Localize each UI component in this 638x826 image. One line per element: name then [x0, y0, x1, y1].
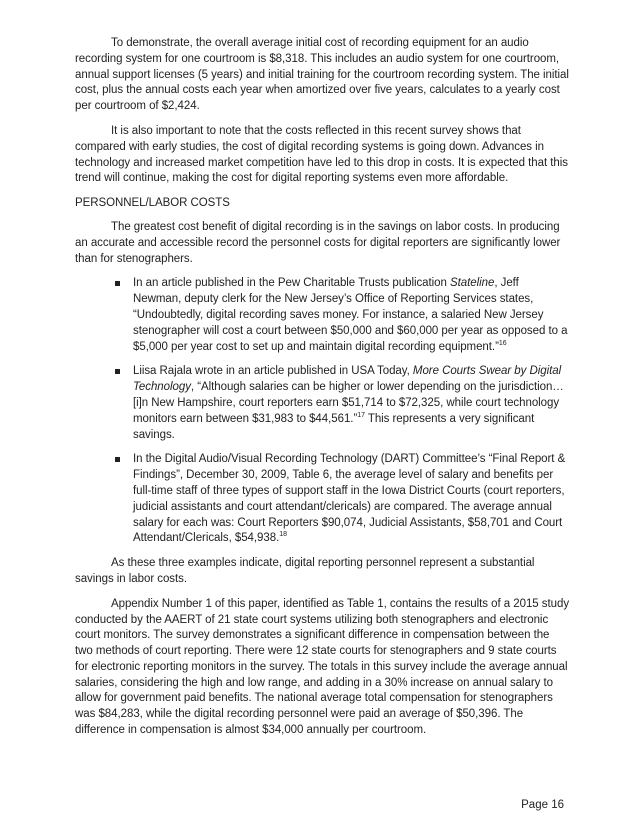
list-item-usa-today-article	[75, 364, 570, 443]
square-bullet-icon	[115, 457, 120, 462]
page-number: Page 16	[521, 799, 564, 811]
bullet-text-post: , “Although salaries can be higher or lower depending on the jurisdiction…[i]n New Hampshire, court reporters earn $51,714 to $72,325, while court technology monitors earn between $31,983 to $44,561.”	[133, 381, 564, 425]
bullet-text-tail: This represents a very significant savings.	[133, 412, 535, 441]
bullet-text-pre: In an article published in the Pew Charitable Trusts publication	[133, 277, 451, 290]
article-title: More Courts Swear by Digital Technology	[133, 365, 562, 394]
paragraph-cost-trend: It is also important to note that the costs reflected in this recent survey shows that compared with early studies, the cost of digital recording systems is going down. Advances in technology and increased market competition have led to this drop in costs. It is expected that this trend will continue, making the cost for digital reporting systems even more affordable.	[75, 124, 568, 185]
paragraph-equipment-cost: To demonstrate, the overall average initial cost of recording equipment for an audio recording system for one courtroom is $8,318. This includes an audio system for one courtroom, annual support licenses (5 years) and initial training for the courtroom recording system. The initial cost, plus the annual costs each year when amortized over five years, calculates to a yearly cost per courtroom of $2,424.	[75, 37, 569, 113]
publication-title: Stateline	[450, 277, 495, 290]
square-bullet-icon	[115, 369, 120, 374]
bullet-text-pre: Liisa Rajala wrote in an article published in USA Today,	[133, 365, 413, 378]
paragraph-appendix-study: Appendix Number 1 of this paper, identified as Table 1, contains the results of a 2015 study conducted by the AAERT of 21 state court systems utilizing both stenographers and electronic court monitors. The survey demonstrates a significant difference in compensation between the two methods of court reporting. There were 12 state courts for stenographers and 9 state courts for electronic reporting monitors in the survey. The totals in this survey include the average annual salaries, considering the high and low range, and adding in a 30% increase on annual salary to allow for government paid benefits. The national average total compensation for stenographers was $84,283, while the digital recording personnel were paid an average of $50,396. The difference in compensation is almost $34,000 annually per courtroom.	[75, 597, 570, 737]
paragraph-labor-costs: The greatest cost benefit of digital recording is in the savings on labor costs. In producing an accurate and accessible record the personnel costs for digital reporters are significantly lower than for stenographers.	[75, 220, 561, 265]
bullet-text: In the Digital Audio/Visual Recording Technology (DART) Committee’s “Final Report & Findings”, December 30, 2009, Table 6, the average level of salary and benefits per full-time staff of three types of support staff in the Iowa District Courts (court reporters, judicial assistants and court attendant/clericals) are compared. The average annual salary for each was: Court Reporters $90,074, Judicial Assistants, $58,701 and Court Attendant/Clericals, $54,938.	[133, 453, 566, 545]
examples-list	[75, 276, 570, 547]
list-item-dart-report	[75, 452, 570, 547]
footnote-ref: 18	[279, 531, 287, 539]
bullet-text-post: , Jeff Newman, deputy clerk for the New Jersey’s Office of Reporting Services states, “Undoubtedly, digital recording saves money. For instance, a salaried New Jersey stenographer will cost a court between $50,000 and $60,000 per year as opposed to a $5,000 per year cost to set up and maintain digital recording equipment.”	[133, 277, 568, 353]
page-body	[75, 36, 570, 748]
footnote-ref: 16	[498, 339, 507, 347]
section-heading: PERSONNEL/LABOR COSTS	[75, 197, 230, 210]
square-bullet-icon	[115, 281, 120, 286]
list-item-pew-article	[75, 276, 570, 355]
paragraph-examples-summary: As these three examples indicate, digital reporting personnel represent a substantial savings in labor costs.	[75, 557, 535, 585]
footnote-ref: 17	[357, 411, 365, 419]
